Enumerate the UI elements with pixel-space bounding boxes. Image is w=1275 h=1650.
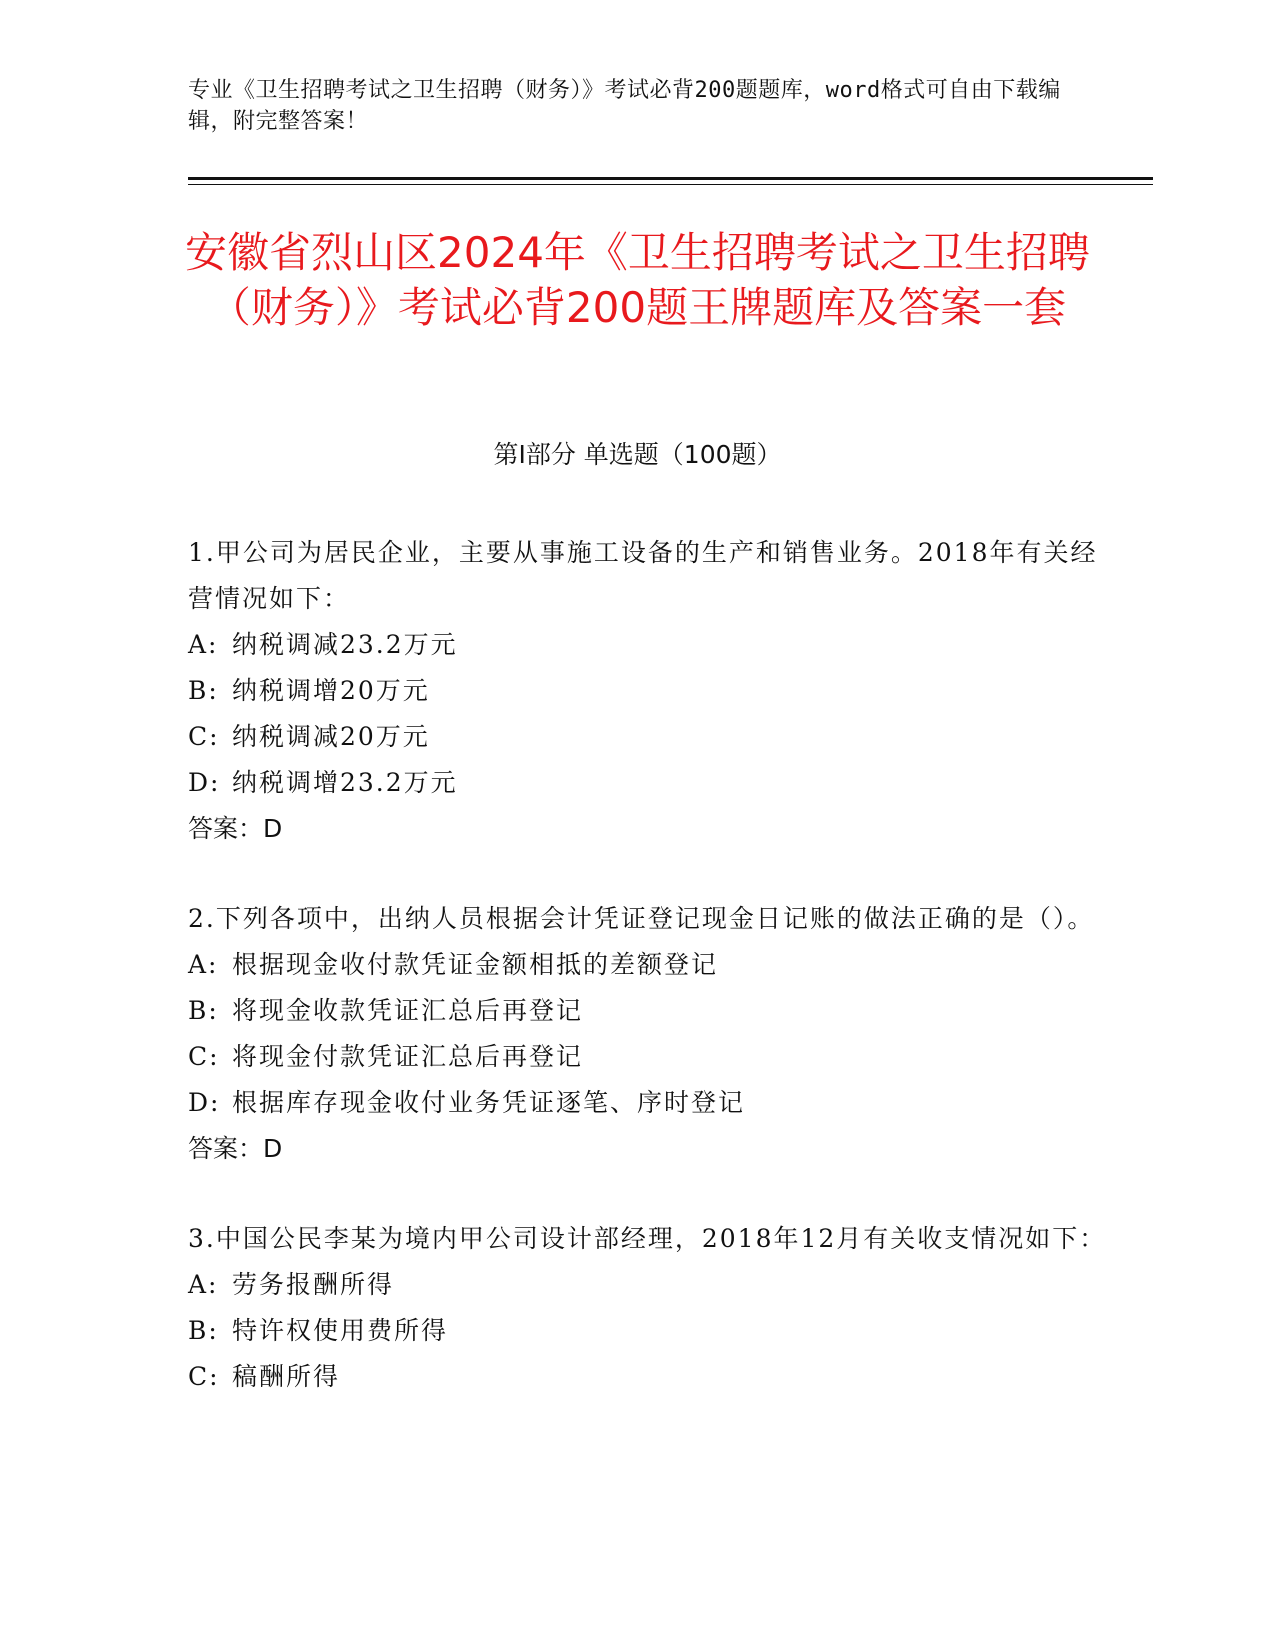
option-key: A:: [188, 630, 219, 659]
option-a: [188, 1262, 1108, 1308]
option-key: C:: [188, 1362, 220, 1391]
option-c: [188, 1354, 1108, 1400]
document-title: 安徽省烈山区2024年《卫生招聘考试之卫生招聘（财务）》考试必背200题王牌题库及答案一套: [185, 228, 1090, 332]
header-rule-thin: [188, 184, 1153, 185]
option-key: C:: [188, 1042, 220, 1071]
option-key: A:: [188, 950, 219, 979]
option-b: [188, 668, 1108, 714]
question-answer: 答案：D: [188, 1134, 283, 1163]
option-key: A:: [188, 1270, 219, 1299]
header-note: 专业《卫生招聘考试之卫生招聘（财务）》考试必背200题题库，word格式可自由下载编辑，附完整答案！: [188, 78, 1061, 134]
header-rule-thick: [188, 177, 1153, 180]
option-text: 将现金付款凭证汇总后再登记: [232, 1042, 584, 1071]
option-key: B:: [188, 676, 219, 705]
option-d: [188, 760, 1108, 806]
option-key: C:: [188, 722, 220, 751]
option-key: D:: [188, 1088, 221, 1117]
option-key: B:: [188, 1316, 219, 1345]
option-text: 纳税调减20万元: [232, 722, 430, 751]
option-b: [188, 988, 1108, 1034]
option-text: 根据库存现金收付业务凭证逐笔、序时登记: [232, 1088, 746, 1117]
option-d: [188, 1080, 1108, 1126]
question-list: [188, 530, 1108, 1444]
question-2: [188, 896, 1108, 1172]
option-key: B:: [188, 996, 219, 1025]
option-c: [188, 714, 1108, 760]
option-b: [188, 1308, 1108, 1354]
option-text: 特许权使用费所得: [232, 1316, 449, 1345]
option-text: 纳税调减23.2万元: [232, 630, 458, 659]
section-heading: 第I部分 单选题（100题）: [493, 440, 782, 469]
question-answer: 答案：D: [188, 814, 283, 843]
option-text: 根据现金收付款凭证金额相抵的差额登记: [232, 950, 719, 979]
question-stem: 2.下列各项中，出纳人员根据会计凭证登记现金日记账的做法正确的是（）。: [188, 904, 1095, 933]
question-3: [188, 1216, 1108, 1400]
option-text: 纳税调增20万元: [232, 676, 430, 705]
question-1: [188, 530, 1108, 852]
option-text: 稿酬所得: [232, 1362, 341, 1391]
question-stem: 3.中国公民李某为境内甲公司设计部经理，2018年12月有关收支情况如下：: [188, 1224, 1107, 1253]
option-text: 劳务报酬所得: [232, 1270, 395, 1299]
option-a: [188, 942, 1108, 988]
question-stem: 1.甲公司为居民企业，主要从事施工设备的生产和销售业务。2018年有关经营情况如下：: [188, 538, 1098, 613]
option-a: [188, 622, 1108, 668]
option-text: 纳税调增23.2万元: [232, 768, 458, 797]
option-key: D:: [188, 768, 221, 797]
option-c: [188, 1034, 1108, 1080]
option-text: 将现金收款凭证汇总后再登记: [232, 996, 584, 1025]
